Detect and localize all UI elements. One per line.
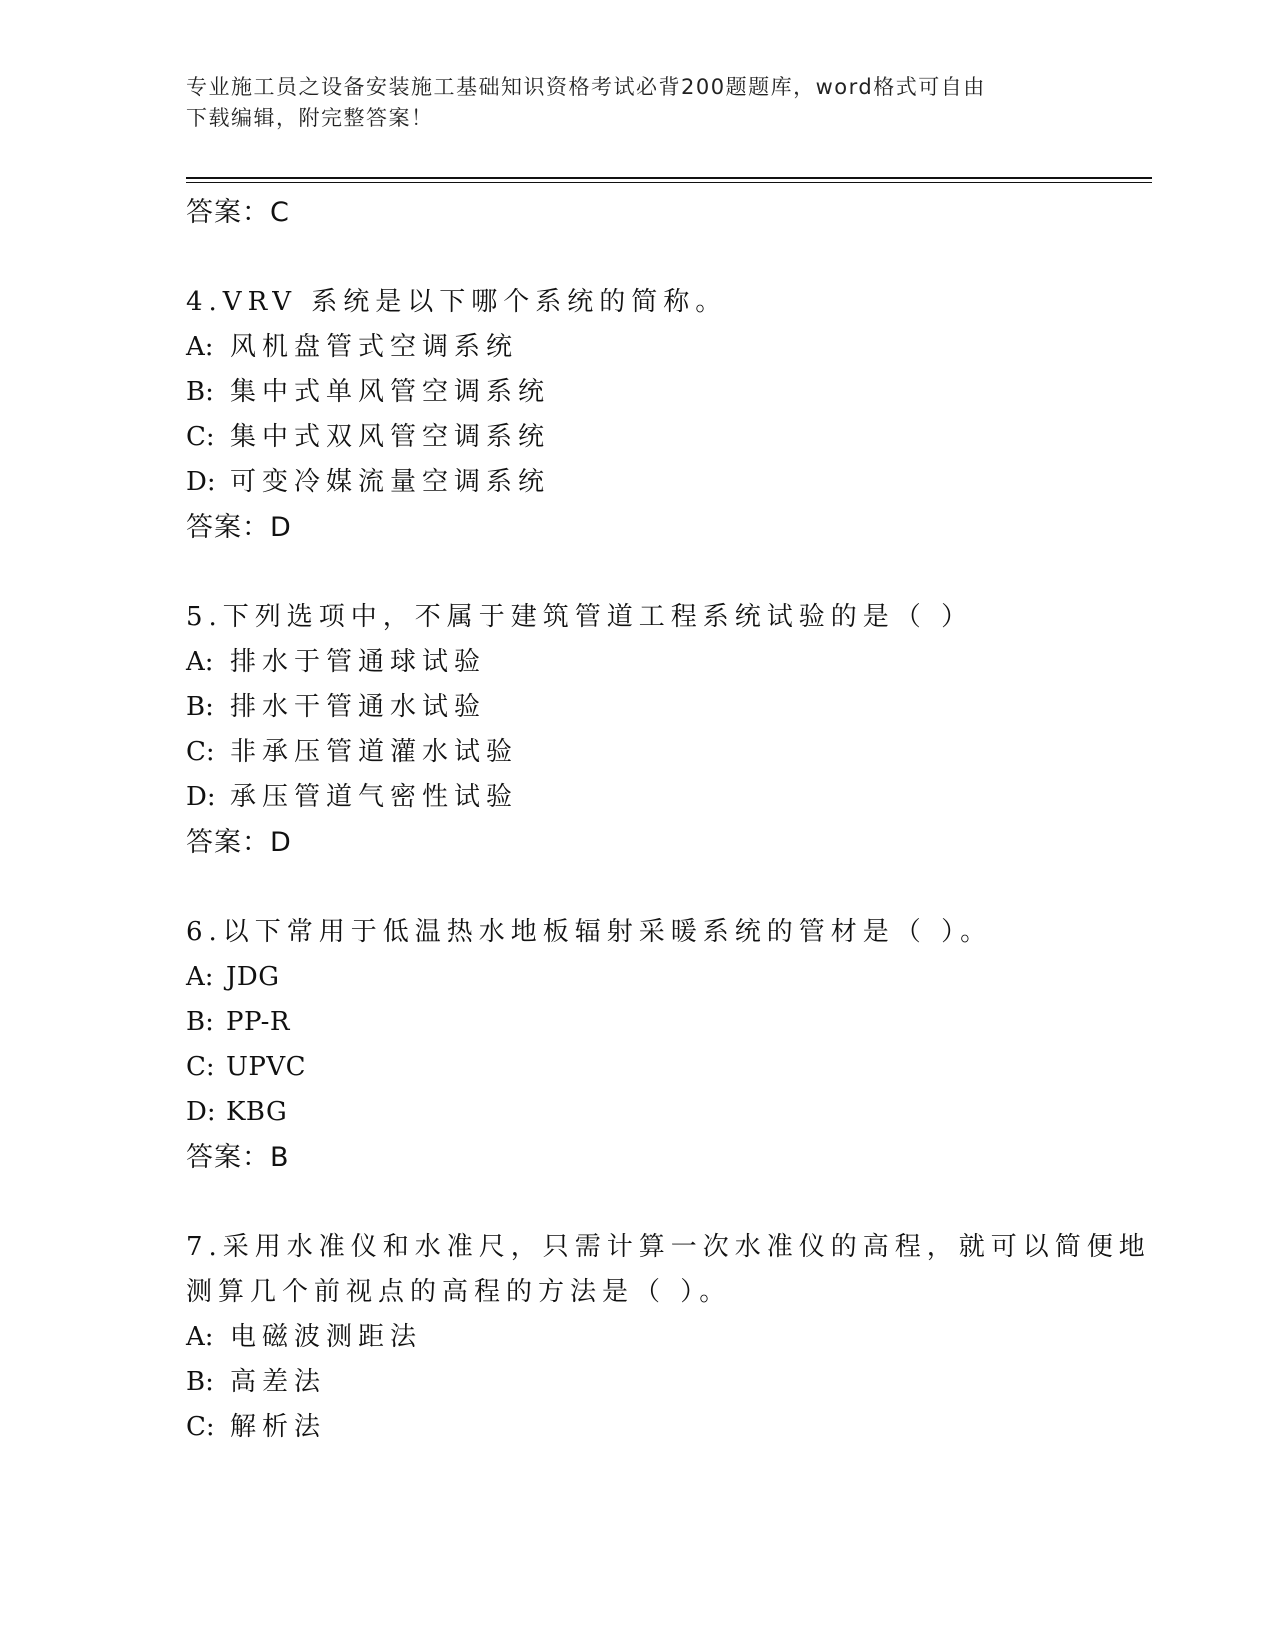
option-text: 集中式双风管空调系统 [230, 422, 551, 452]
option-key: A: [186, 332, 214, 362]
question-list [186, 190, 1151, 1450]
option-key: C: [186, 1052, 215, 1082]
option-c [186, 1405, 1146, 1450]
header-divider-thick [186, 177, 1152, 179]
option-key: B: [186, 1367, 214, 1397]
question-stem: 4.VRV 系统是以下哪个系统的简称。 [186, 287, 728, 317]
option-text: 电磁波测距法 [230, 1322, 423, 1352]
option-c [186, 1045, 1146, 1090]
question-5 [186, 595, 1146, 865]
option-text: KBG [226, 1097, 288, 1127]
spacer [186, 865, 1146, 910]
question-stem: 5.下列选项中，不属于建筑管道工程系统试验的是（ ） [186, 602, 974, 632]
option-key: B: [186, 377, 214, 407]
option-b [186, 370, 1146, 415]
option-key: C: [186, 737, 215, 767]
option-a [186, 325, 1146, 370]
option-text: PP-R [226, 1007, 290, 1037]
option-d [186, 1090, 1146, 1135]
option-a [186, 1315, 1146, 1360]
option-a [186, 955, 1146, 1000]
option-text: 排水于管通球试验 [230, 647, 487, 677]
option-key: D: [186, 1097, 216, 1127]
option-b [186, 1000, 1146, 1045]
spacer [186, 235, 1146, 280]
option-text: 解析法 [230, 1412, 327, 1442]
answer: 答案：D [186, 512, 292, 543]
option-text: 风机盘管式空调系统 [230, 332, 519, 362]
option-d [186, 775, 1146, 820]
option-c [186, 415, 1146, 460]
option-key: A: [186, 1322, 214, 1352]
option-key: B: [186, 1007, 214, 1037]
option-key: D: [186, 782, 216, 812]
option-text: 排水干管通水试验 [230, 692, 487, 722]
option-text: JDG [226, 962, 280, 992]
previous-answer: 答案：C [186, 197, 290, 228]
option-b [186, 1360, 1146, 1405]
header-line-2: 下载编辑，附完整答案！ [186, 106, 434, 130]
header-line-1: 专业施工员之设备安装施工基础知识资格考试必背200题题库，word格式可自由 [186, 75, 986, 99]
question-stem-line-2: 测算几个前视点的高程的方法是（ ）。 [186, 1277, 732, 1307]
option-key: A: [186, 962, 214, 992]
option-key: C: [186, 1412, 215, 1442]
page-header [186, 72, 1066, 134]
spacer [186, 550, 1146, 595]
question-7 [186, 1225, 1151, 1450]
option-text: 集中式单风管空调系统 [230, 377, 551, 407]
option-d [186, 460, 1146, 505]
option-key: D: [186, 467, 216, 497]
option-key: B: [186, 692, 214, 722]
spacer [186, 1180, 1146, 1225]
question-stem-line-1: 7.采用水准仪和水准尺，只需计算一次水准仪的高程，就可以简便地 [186, 1232, 1151, 1262]
option-a [186, 640, 1146, 685]
option-key: A: [186, 647, 214, 677]
option-text: 高差法 [230, 1367, 327, 1397]
question-4 [186, 280, 1146, 550]
option-text: UPVC [226, 1052, 307, 1082]
header-divider-thin [186, 182, 1152, 183]
option-key: C: [186, 422, 215, 452]
answer: 答案：D [186, 827, 292, 858]
option-b [186, 685, 1146, 730]
question-stem: 6.以下常用于低温热水地板辐射采暖系统的管材是（ ）。 [186, 917, 993, 947]
option-c [186, 730, 1146, 775]
answer: 答案：B [186, 1142, 290, 1173]
question-6 [186, 910, 1146, 1180]
option-text: 可变冷媒流量空调系统 [230, 467, 551, 497]
option-text: 非承压管道灌水试验 [230, 737, 519, 767]
option-text: 承压管道气密性试验 [230, 782, 519, 812]
